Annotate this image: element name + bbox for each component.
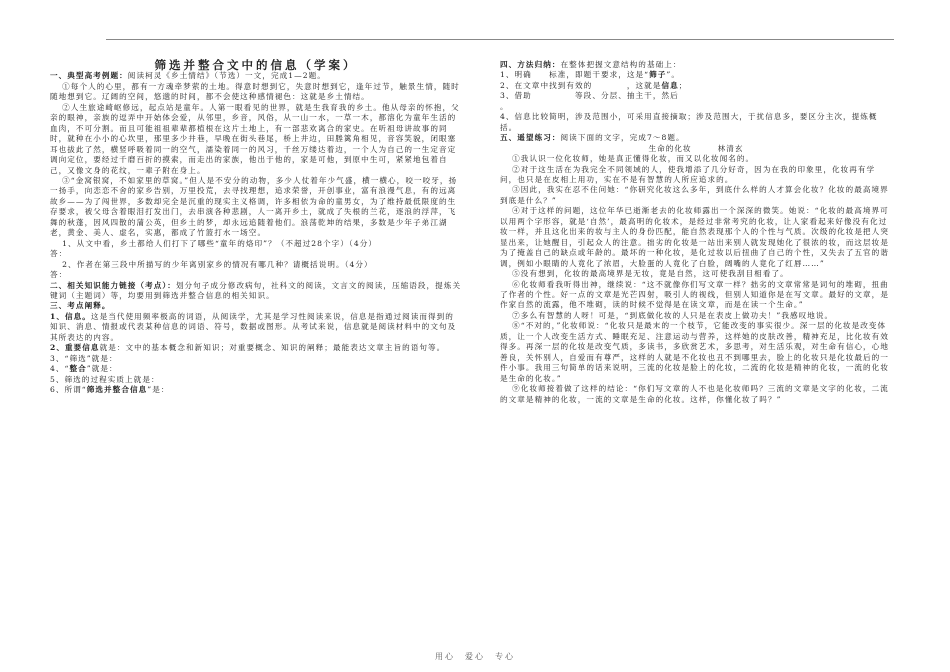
method-4: 4、信息比较简明，涉及范围小，可采用直接摘取；涉及范围大，于扰信息多，要区分主次，提炼概括。 bbox=[500, 112, 878, 132]
essay-paragraph-3: ③因此，我实在忍不住问她：“你研究化妆这么多年，到底什么样的人才算会化妆？化妆的最高境界到底是什么？” bbox=[500, 185, 889, 205]
method-2-term: 信息 bbox=[661, 80, 679, 90]
definition-1 bbox=[50, 312, 462, 343]
method-2-text: 2、在文章中找到有效的 ，这就是 bbox=[500, 80, 662, 90]
essay-paragraph-7: ⑦多么有智慧的人呀！可是，“到底做化妆的人只是在表皮上做功夫！”我感叹地说。 bbox=[512, 310, 834, 320]
definition-2-text: 就是：文中的基本概念和新知识；对重要概念、知识的阐释；最能表达文章主旨的语句等。 bbox=[99, 343, 446, 353]
section-4-text: 在整体把握文意结构的基础上： bbox=[560, 60, 682, 69]
essay-paragraph-1: ①我认识一位化妆师，她是真正懂得化妆，而又以化妆闻名的。 bbox=[512, 154, 755, 164]
method-1-term: 筛子 bbox=[649, 70, 667, 80]
definition-1-heading: 1、信息。 bbox=[50, 311, 91, 321]
section-5-text: 阅读下面的文字，完成7～8题。 bbox=[560, 133, 685, 143]
section-2-text: 划分句子成分修改病句，社科文的阅读，文言文的阅读，压缩语段，提炼关键词（主题词）等，均要用到筛选并整合信息的相关知识。 bbox=[50, 280, 462, 300]
section-4 bbox=[500, 60, 892, 70]
left-column bbox=[50, 60, 462, 396]
answer-2-label: 答： bbox=[50, 270, 68, 280]
question-2: 2、作者在第三段中所描写的少年离别家乡的情况有哪几种？请概括说明。（4分） bbox=[62, 259, 373, 269]
definition-2-heading: 2、重要信息 bbox=[50, 343, 100, 353]
section-4-heading: 四、方法归纳： bbox=[500, 60, 561, 69]
definition-6-prefix: 6、所谓“ bbox=[50, 385, 87, 395]
definition-1-text: 这是当代使用频率极高的词语，从阅读学，尤其是学习性阅读来说，信息是指通过阅读而得到的知识、消息、情报或代表某种信息的词语、符号，数据或图形。从考试来说，信息就是阅读材料中的文句及其所表达的内容。 bbox=[50, 311, 457, 342]
definition-4-term: 整合 bbox=[69, 364, 87, 374]
essay-paragraph-4: ④对于这样的问题，这位年华已逝渐老去的化妆师露出一个深深的微笑。她说：“化妆的最高境界可以用两个字形容，就是‘自然’，最高明的化妆术，是经过非常考究的化妆，让人家看起来好像没有化过妆一样，并且这化出来的妆与主人的身份匹配，能自然表现那个人的个性与气质。次级的化妆是把人突显出来，让她醒目，引起众人的注意。拙劣的化妆是一站出来别人就发现她化了很浓的妆，而这层妆是为了掩盖自己的缺点或年龄的。最坏的一种化妆，是化过妆以后扭曲了自己的个性，又失去了五官的谐调，例如小眼睛的人竟化了浓眉，大脸蛋的人竟化了白脸，阔嘴的人竟化了红唇……” bbox=[500, 206, 889, 268]
essay-paragraph-6: ⑥化妆师看我听得出神，继续说：“这不就像你们写文章一样？拙劣的文章常常是词句的堆砌，扭曲了作者的个性。好一点的文章是光芒四射，吸引人的视线，但别人知道你是在写文章。最好的文章，是作家自然的流露，他不堆砌，读的时候不觉得是在读文章，而是在读一个生命。” bbox=[500, 279, 889, 310]
section-1-heading: 一、典型高考例题： bbox=[50, 71, 128, 81]
section-2 bbox=[50, 281, 462, 302]
section-5 bbox=[500, 133, 892, 143]
definition-4-prefix: 4、“ bbox=[50, 364, 70, 374]
method-3-end: 。 bbox=[500, 101, 509, 111]
section-1-text: 阅读柯灵《乡土情结》（节选）一文，完成1—2题。 bbox=[127, 71, 326, 81]
header-rule bbox=[106, 39, 894, 40]
essay-paragraph-5: ⑤没有想到，化妆的最高境界是无妆，竟是自然，这可使我刮目相看了。 bbox=[512, 269, 789, 279]
definition-2 bbox=[50, 343, 462, 353]
method-1-suffix: ”。 bbox=[666, 70, 680, 80]
section-2-heading: 二、相关知识能力链接（考点）： bbox=[50, 280, 176, 290]
essay-title: 生命的化妆 林清玄 bbox=[648, 143, 744, 153]
page-title: 筛选并整合文中的信息（学案） bbox=[154, 58, 358, 72]
method-2-suffix: ； bbox=[678, 80, 688, 90]
passage-paragraph-1: ①每个人的心里，都有一方魂牵梦萦的土地。得意时想到它，失意时想到它，逢年过节，触景生情，随时随地想到它。辽阔的空间，悠邈的时间，都不会使这种感情褪色：这就是乡土情结。 bbox=[50, 81, 460, 102]
definition-6 bbox=[50, 385, 462, 395]
right-column bbox=[500, 60, 892, 405]
definition-6-term: 筛选并整合信息 bbox=[86, 385, 148, 395]
definition-3: 3、“筛选”就是： bbox=[50, 353, 118, 363]
essay-paragraph-8: ⑧“不对的，”化妆师说：“化妆只是最末的一个枝节，它能改变的事实很少。深一层的化妆是改变体质，让一个人改变生活方式、睡眠充足、注意运动与营养，这样她的皮肤改善，精神充足，比化妆有效得多。再深一层的化妆是改变气质，多读书，多欣赏艺术，多思考，对生活乐观，对生命有信心，心地善良，关怀别人，自爱而有尊严，这样的人就是不化妆也丑不到哪里去，脸上的化妆只是化妆最后的一件小事。我用三句简单的话来说明，三流的化妆是脸上的化妆，二流的化妆是精神的化妆，一流的化妆是生命的化妆。” bbox=[500, 321, 889, 383]
passage-paragraph-2: ②人生旅途崎岖修远，起点站是童年。人第一眼看见的世界，就是生我育我的乡土。他从母亲的怀抱，父亲的眼神，亲族的逗弄中开始体会爱，从邻里，乡音，风俗，从一山一水，一草一木，都溶化为童年生活的血肉，不可分割。而且可能祖祖辈辈都植根在这片土地上，有一部悲欢离合的家史。在听祖母讲故事的同时，就种在小小的心坎里，那里多少井巷，早晚在街头巷尾，桥上井边，田塍篱角相见，音容笑貌，闭眼塞耳也拔此了然，横竖呼吸着同一的空气，濡染着同一的风习，千丝万缕达着边，一个人为自己的一生定音定调向定位，要经过千磨百折的摸索，而走出的家族，他出于他的，家是可他，到原中生可，紧紧地包着自己，又像文身的花纹，一辈子附在身上。 bbox=[50, 102, 460, 175]
definition-4-suffix: ”就是： bbox=[86, 364, 118, 374]
essay-paragraph-9: ⑨化妆师接着做了这样的结论：“你们写文章的人不也是化妆师吗？三流的文章是文字的化妆，二流的文章是精神的化妆，一流的文章是生命的化妆。这样，你懂化妆了吗？” bbox=[500, 384, 889, 404]
question-1: 1、从文中看，乡土都给人们打下了哪些“童年的烙印”？（不超过28个字）（4分） bbox=[62, 238, 377, 248]
method-1 bbox=[500, 70, 892, 80]
essay-paragraph-2: ②对于这生活在为我完全不同领域的人，使我增添了几分好奇，因为在我的印象里，化妆再有学问，也只是在皮相上用功，实在不是有智慧的人所应追求的。 bbox=[500, 164, 876, 184]
method-1-text: 1、明确 标准，即题干要求，这是“ bbox=[500, 70, 650, 80]
passage-paragraph-3: ③“金窝银窝，不如家里的草窝。”但人是不安分的动物，多少人仗着年少气盛，横一横心，咬一咬牙，扬一扬手，向恋恋不舍的家乡告别，万里投荒，去寻找理想，追求荣誉，开创事业，富有浪漫气息，有的远离故乡——为了闯世界，多数却完全是沉重的现实主义格调，许多相依为命的童男女，为了维持最低限度的生存要求，被父母含着眼泪打发出门，去串演各种悲剧，人一离开乡土，就成了失根的兰花，逐浪的浮萍，飞舞的秋蓬，因风四散的蒲公英，但乡土的梦，却永远追随着他们。浪荡乾坤的结果，多数是少年子弟江湖老，黄金、美人、虚名，实惠，都成了竹篮打水一场空。 bbox=[50, 175, 458, 238]
section-1 bbox=[50, 71, 462, 81]
method-3: 3、借助 等段、分层、抽主干，然后 bbox=[500, 91, 679, 101]
method-2 bbox=[500, 81, 892, 91]
page-footer: 用心 爱心 专心 bbox=[435, 652, 515, 661]
section-3-heading: 三、考点阐释。 bbox=[50, 301, 111, 311]
definition-4 bbox=[50, 364, 462, 374]
definition-5: 5、筛选的过程实质上就是： bbox=[50, 374, 160, 384]
section-5-heading: 五、遥望练习： bbox=[500, 133, 561, 143]
definition-6-suffix: ”是： bbox=[147, 385, 170, 395]
answer-1-label: 答： bbox=[50, 249, 68, 259]
